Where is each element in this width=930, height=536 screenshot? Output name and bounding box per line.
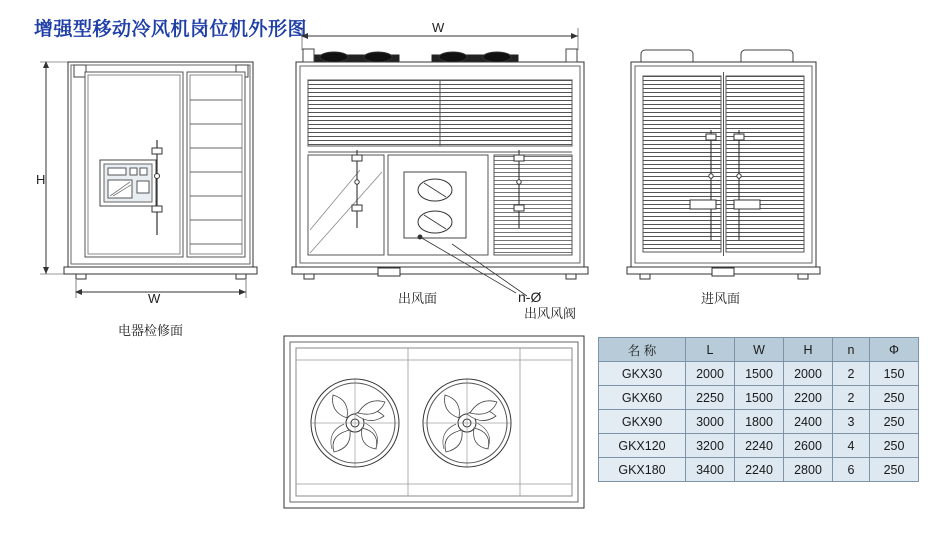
cell-name: GKX30	[599, 362, 686, 386]
th-d: Φ	[870, 338, 919, 362]
cell-n: 4	[833, 434, 870, 458]
table-header-row	[599, 338, 919, 362]
th-name: 名 称	[599, 338, 686, 362]
th-n: n	[833, 338, 870, 362]
cell-h: 2600	[784, 434, 833, 458]
dim-label-h: H	[36, 172, 46, 187]
dim-label-w-front: W	[432, 20, 445, 35]
caption-right-view: 进风面	[701, 291, 741, 306]
view-left-side	[40, 62, 257, 298]
cell-n: 3	[833, 410, 870, 434]
cell-l: 3200	[686, 434, 735, 458]
view-top-plan	[284, 336, 584, 508]
cell-w: 2240	[735, 434, 784, 458]
th-w: W	[735, 338, 784, 362]
cell-d: 250	[870, 410, 919, 434]
cell-n: 6	[833, 458, 870, 482]
dim-label-w-left: W	[148, 291, 161, 306]
cell-h: 2400	[784, 410, 833, 434]
view-right-side	[627, 50, 820, 279]
cell-n: 2	[833, 386, 870, 410]
table-row	[599, 434, 919, 458]
table-row	[599, 458, 919, 482]
cell-d: 250	[870, 434, 919, 458]
cell-h: 2800	[784, 458, 833, 482]
th-l: L	[686, 338, 735, 362]
table-row	[599, 410, 919, 434]
cell-name: GKX90	[599, 410, 686, 434]
cell-l: 3400	[686, 458, 735, 482]
th-h: H	[784, 338, 833, 362]
label-hole-count: n-Ø	[518, 289, 542, 305]
cell-w: 1500	[735, 362, 784, 386]
cell-n: 2	[833, 362, 870, 386]
cell-name: GKX120	[599, 434, 686, 458]
cell-l: 3000	[686, 410, 735, 434]
table-row	[599, 386, 919, 410]
cell-name: GKX180	[599, 458, 686, 482]
cell-w: 2240	[735, 458, 784, 482]
fan-1	[311, 379, 399, 467]
cell-l: 2000	[686, 362, 735, 386]
cell-d: 250	[870, 386, 919, 410]
cell-name: GKX60	[599, 386, 686, 410]
cell-h: 2200	[784, 386, 833, 410]
cell-l: 2250	[686, 386, 735, 410]
cell-d: 150	[870, 362, 919, 386]
label-air-valve: 出风风阀	[524, 306, 577, 321]
cell-w: 1500	[735, 386, 784, 410]
spec-table	[598, 337, 919, 482]
view-front	[292, 28, 588, 296]
caption-front-view: 出风面	[398, 291, 438, 306]
table-row	[599, 362, 919, 386]
fan-2	[423, 379, 511, 467]
page-title: 增强型移动冷风机岗位机外形图	[34, 19, 308, 40]
cell-h: 2000	[784, 362, 833, 386]
cell-w: 1800	[735, 410, 784, 434]
cell-d: 250	[870, 458, 919, 482]
caption-left-view: 电器检修面	[118, 323, 184, 338]
